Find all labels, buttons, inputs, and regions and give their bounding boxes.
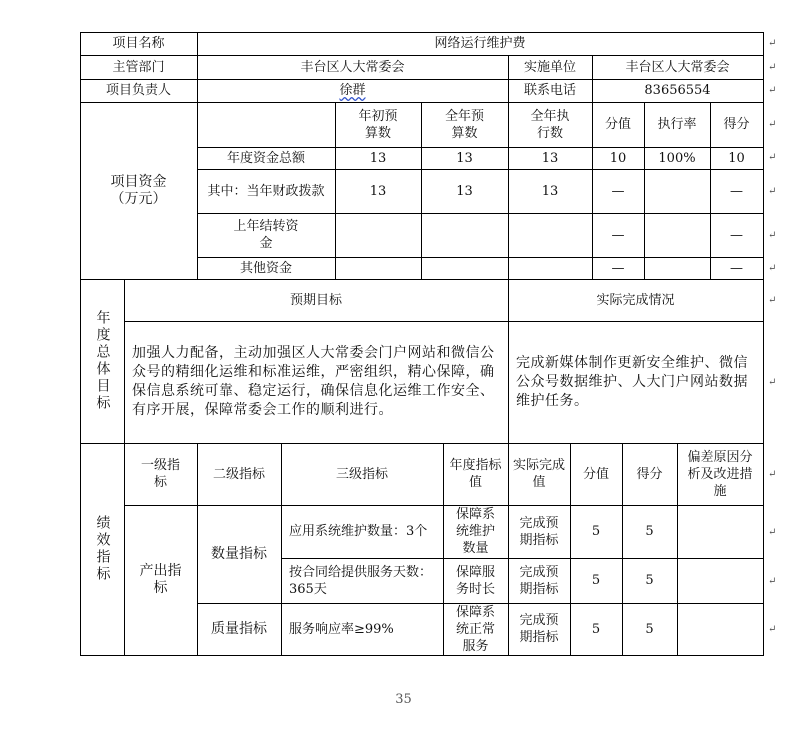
funds-row-carryover-cell — [508, 213, 592, 257]
funds-row-total-cell: 13 — [456, 150, 473, 166]
perf-header-score: 得分 — [636, 466, 663, 482]
row-divider — [80, 79, 763, 80]
col-divider — [570, 443, 571, 655]
funds-row-carryover-cell — [335, 213, 421, 257]
col-divider — [592, 55, 593, 279]
row-end-mark-icon: ↵ — [768, 85, 777, 96]
row-divider — [197, 147, 763, 148]
perf-row-level3: 应用系统维护数量：3个 — [289, 524, 428, 539]
funds-row-total-cell: 100% — [658, 150, 696, 166]
col-divider — [197, 443, 198, 655]
funds-row-carryover-cell: — — [611, 227, 625, 243]
funds-row-other-cell — [508, 257, 592, 279]
col-divider — [281, 443, 282, 655]
funds-header-blank — [197, 102, 335, 147]
funds-row-total-cell: 10 — [609, 150, 627, 166]
row-end-mark-icon: ↵ — [768, 62, 777, 73]
project-name-label: 项目名称 — [112, 36, 165, 51]
funds-col-score-value: 分值 — [604, 117, 631, 132]
funds-row-carryover-cell — [644, 213, 710, 257]
goals-actual-header: 实际完成情况 — [596, 292, 675, 308]
row-divider — [80, 443, 763, 444]
perf-row-actual: 完成预期指标 — [519, 613, 559, 645]
col-divider — [335, 102, 336, 279]
funds-label-line1: 项目资金 — [110, 173, 167, 190]
col-divider — [421, 102, 422, 279]
perf-row-score: 5 — [645, 524, 654, 539]
perf-row-level3: 按合同给提供服务天数：365天 — [289, 564, 433, 597]
funds-col-annual-budget: 全年预算数 — [444, 108, 484, 141]
funds-label-line2: （万元） — [110, 190, 167, 207]
project-name-value: 网络运行维护费 — [434, 36, 526, 51]
perf-row-reason — [677, 558, 763, 603]
row-divider — [80, 55, 763, 56]
perf-row-level3: 服务响应率≥99% — [289, 621, 394, 637]
funds-row-fiscal-cell: 13 — [369, 183, 387, 199]
goals-expected-text: 加强人力配备，主动加强区人大常委会门户网站和微信公众号的精细化运维和标准运维，严密组织，精心保障，确保信息系统可靠、稳定运行，确保信息化运维工作安全、有序开展，保障常委会工作的顺利进行。 — [132, 345, 495, 418]
perf-row-target: 保障服务时长 — [455, 564, 495, 597]
row-divider — [197, 213, 763, 214]
goals-expected-header: 预期目标 — [289, 292, 342, 308]
funds-row-fiscal-cell: — — [611, 183, 625, 199]
perf-row-target: 保障系统维护数量 — [455, 507, 495, 556]
funds-row-fiscal-cell: — — [730, 183, 743, 199]
funds-row-total-cell: 13 — [541, 150, 559, 166]
phone-label: 联系电话 — [523, 83, 576, 98]
funds-row-other-cell — [644, 257, 710, 279]
funds-row-fiscal-name: 其中：当年财政拨款 — [207, 183, 325, 199]
funds-col-annual-exec: 全年执行数 — [530, 108, 570, 141]
col-divider — [124, 279, 125, 655]
perf-row-reason — [677, 603, 763, 655]
perf-header-level2: 二级指标 — [212, 466, 265, 482]
funds-row-carryover-name: 上年结转资金 — [233, 219, 299, 251]
row-divider — [80, 279, 763, 280]
row-end-mark-icon: ↵ — [768, 152, 777, 163]
perf-row-score-value: 5 — [591, 573, 601, 588]
col-divider — [622, 443, 623, 655]
col-divider — [710, 102, 711, 279]
row-end-mark-icon: ↵ — [768, 38, 777, 49]
funds-row-fiscal-cell: 13 — [456, 183, 473, 199]
perf-row-score-value: 5 — [591, 524, 601, 539]
row-divider — [281, 558, 763, 559]
row-end-mark-icon: ↵ — [768, 295, 777, 306]
funds-row-fiscal-cell: 13 — [541, 183, 559, 199]
table-border-bottom — [80, 655, 764, 656]
row-divider — [197, 257, 763, 258]
funds-row-other-name: 其他资金 — [239, 260, 292, 276]
row-end-mark-icon: ↵ — [768, 119, 777, 130]
table-border-left — [80, 32, 81, 655]
row-end-mark-icon: ↵ — [768, 576, 777, 587]
row-divider — [197, 169, 763, 170]
dept-label: 主管部门 — [112, 59, 165, 75]
perf-header-score-value: 分值 — [582, 466, 609, 482]
row-end-mark-icon: ↵ — [768, 527, 777, 538]
perf-header-actual: 实际完成值 — [512, 458, 565, 490]
goals-label: 年度总体目标 — [94, 310, 111, 412]
funds-col-exec-rate: 执行率 — [657, 117, 697, 132]
row-end-mark-icon: ↵ — [768, 469, 777, 480]
perf-level2-quality: 质量指标 — [211, 620, 267, 637]
col-divider — [508, 443, 509, 655]
row-end-mark-icon: ↵ — [768, 186, 777, 197]
row-divider — [124, 321, 763, 322]
perf-header-target: 年度指标值 — [449, 458, 502, 490]
funds-row-carryover-cell: — — [730, 227, 743, 243]
funds-row-carryover-cell — [421, 213, 508, 257]
goals-actual-text: 完成新媒体制作更新安全维护、微信公众号数据维护、人大门户网站数据维护任务。 — [516, 354, 748, 409]
table-border-right — [763, 32, 764, 655]
phone-value: 83656554 — [644, 83, 711, 98]
funds-col-initial-budget: 年初预算数 — [358, 108, 398, 141]
col-divider — [644, 102, 645, 279]
col-divider — [443, 443, 444, 655]
col-divider — [197, 32, 198, 279]
funds-row-fiscal-cell — [644, 169, 710, 213]
row-end-mark-icon: ↵ — [768, 263, 777, 274]
perf-header-level1: 一级指标 — [140, 458, 180, 490]
impl-label: 实施单位 — [523, 59, 576, 75]
row-end-mark-icon: ↵ — [768, 377, 777, 388]
perf-row-actual: 完成预期指标 — [519, 564, 559, 597]
perf-header-level3: 三级指标 — [335, 466, 388, 482]
leader-value: 徐群 — [339, 83, 366, 98]
perf-row-score: 5 — [645, 573, 654, 588]
funds-row-total-name: 年度资金总额 — [226, 150, 305, 166]
perf-row-reason — [677, 505, 763, 558]
col-divider — [677, 443, 678, 655]
performance-label: 绩效指标 — [94, 515, 111, 583]
dept-value: 丰台区人大常委会 — [300, 59, 405, 75]
perf-level1-output: 产出指标 — [139, 563, 182, 596]
funds-row-total-cell: 13 — [369, 150, 387, 166]
table-border-top — [80, 32, 763, 33]
page-number: 35 — [395, 692, 412, 707]
col-divider — [508, 279, 509, 443]
row-end-mark-icon: ↵ — [768, 230, 777, 241]
perf-level2-quantity: 数量指标 — [211, 545, 267, 562]
funds-label — [80, 102, 197, 279]
funds-row-other-cell: — — [611, 260, 625, 276]
leader-label: 项目负责人 — [105, 83, 171, 98]
funds-row-other-cell — [421, 257, 508, 279]
perf-header-reason: 偏差原因分析及改进措施 — [687, 449, 753, 499]
col-divider — [508, 55, 509, 279]
funds-row-other-cell: — — [730, 260, 743, 276]
funds-row-total-cell: 10 — [728, 150, 745, 166]
row-end-mark-icon: ↵ — [768, 624, 777, 635]
perf-row-actual: 完成预期指标 — [519, 515, 559, 548]
perf-row-score: 5 — [645, 621, 654, 637]
perf-row-target: 保障系统正常服务 — [455, 604, 495, 654]
impl-value: 丰台区人大常委会 — [625, 59, 730, 75]
funds-col-score: 得分 — [723, 117, 750, 132]
perf-row-score-value: 5 — [591, 621, 601, 637]
funds-row-other-cell — [335, 257, 421, 279]
